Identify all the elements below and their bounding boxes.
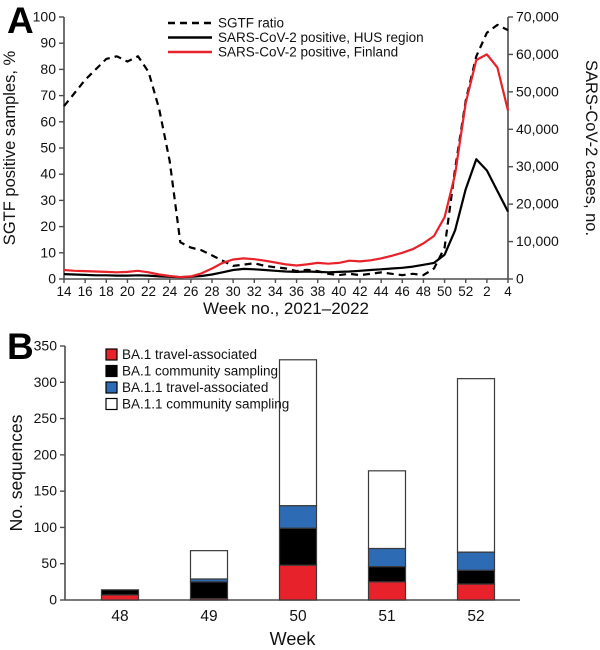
- left-axis-tick-label: 90: [40, 34, 56, 51]
- left-axis-tick-label: 50: [40, 139, 56, 156]
- y-axis-tick-label: 250: [33, 410, 57, 427]
- panel-b-letter: B: [7, 326, 34, 367]
- x-axis-tick-label: 30: [225, 284, 241, 299]
- x-axis-tick-label: 22: [141, 284, 157, 299]
- bar-week50-segment-0: [280, 565, 317, 600]
- bar-week52-segment-2: [458, 552, 495, 570]
- x-axis-tick-label: 51: [378, 608, 396, 625]
- left-axis-tick-label: 30: [40, 191, 56, 208]
- bar-week48-segment-1: [102, 590, 139, 595]
- x-axis-tick-label: 28: [204, 284, 220, 299]
- x-axis-tick-label: 52: [467, 608, 485, 625]
- right-axis-title: SARS-CoV-2 cases, no.: [582, 59, 600, 237]
- x-axis-tick-label: 46: [394, 284, 410, 299]
- bar-week48-segment-0: [102, 595, 139, 600]
- left-axis-tick-label: 70: [40, 87, 56, 104]
- legend-label-0: BA.1 travel-associated: [122, 347, 258, 362]
- x-axis-tick-label: 50: [437, 284, 453, 299]
- legend-label-1: BA.1 community sampling: [122, 363, 279, 379]
- bar-week52-segment-1: [458, 570, 495, 584]
- left-axis-tick-label: 80: [40, 60, 56, 77]
- x-axis-tick-label: 40: [331, 284, 347, 299]
- y-axis-tick-label: 50: [41, 555, 57, 572]
- right-axis-tick-label: 70,000: [516, 8, 559, 25]
- bar-week51-segment-3: [369, 471, 406, 549]
- x-axis-tick-label: 44: [373, 284, 389, 299]
- x-axis-tick-label: 4: [504, 284, 512, 299]
- y-axis-title: No. sequences: [6, 414, 26, 532]
- legend-label-1: SARS-CoV-2 positive, HUS region: [218, 30, 424, 45]
- x-axis-tick-label: 42: [352, 284, 368, 299]
- series-line-1: [64, 159, 508, 277]
- left-axis-title: SGTF positive samples, %: [1, 50, 19, 246]
- left-axis-tick-label: 20: [40, 218, 56, 235]
- bar-week49-segment-1: [191, 582, 228, 599]
- bar-week51-segment-0: [369, 582, 406, 600]
- x-axis-tick-label: 20: [119, 284, 135, 299]
- x-axis-tick-label: 48: [415, 284, 431, 299]
- sequences-stacked-bar-chart: [0, 325, 600, 650]
- right-axis-tick-label: 10,000: [516, 233, 559, 250]
- legend-swatch-3: [106, 399, 117, 410]
- bar-week52-segment-0: [458, 584, 495, 600]
- bar-week49-segment-3: [191, 551, 228, 579]
- bar-week50-segment-2: [280, 506, 317, 528]
- y-axis-tick-label: 150: [33, 482, 57, 499]
- x-axis-title: Week: [269, 629, 316, 649]
- legend-label-0: SGTF ratio: [218, 15, 285, 31]
- x-axis-tick-label: 36: [289, 284, 305, 299]
- legend-label-3: BA.1.1 community sampling: [122, 396, 290, 412]
- x-axis-tick-label: 24: [162, 284, 178, 299]
- right-axis-tick-label: 30,000: [516, 158, 559, 175]
- x-axis-tick-label: 26: [183, 284, 199, 299]
- x-axis-tick-label: 2: [483, 284, 491, 299]
- x-axis-tick-label: 38: [310, 284, 326, 299]
- legend-label-2: BA.1.1 travel-associated: [122, 380, 269, 395]
- panel-a-letter: A: [7, 0, 34, 41]
- right-axis-tick-label: 20,000: [516, 195, 559, 212]
- y-axis-tick-label: 350: [33, 337, 57, 354]
- right-axis-tick-label: 50,000: [516, 83, 559, 100]
- x-axis-tick-label: 52: [458, 284, 474, 299]
- legend-swatch-0: [106, 349, 117, 360]
- x-axis-tick-label: 16: [77, 284, 93, 299]
- y-axis-tick-label: 200: [33, 446, 57, 463]
- x-axis-tick-label: 49: [200, 608, 218, 625]
- right-axis-tick-label: 0: [516, 270, 524, 287]
- x-axis-tick-label: 34: [267, 284, 283, 299]
- series-line-2: [64, 54, 508, 277]
- x-axis-title: Week no., 2021–2022: [202, 299, 370, 318]
- bar-week51-segment-1: [369, 567, 406, 582]
- left-axis-tick-label: 40: [40, 165, 56, 182]
- bar-week51-segment-2: [369, 548, 406, 566]
- x-axis-tick-label: 32: [246, 284, 262, 299]
- bar-week52-segment-3: [458, 379, 495, 552]
- bar-week50-segment-3: [280, 360, 317, 506]
- y-axis-tick-label: 0: [49, 591, 57, 608]
- left-axis-tick-label: 0: [48, 270, 56, 287]
- legend-swatch-2: [106, 382, 117, 393]
- y-axis-tick-label: 300: [33, 373, 57, 390]
- x-axis-tick-label: 48: [111, 608, 129, 625]
- left-axis-tick-label: 60: [40, 113, 56, 130]
- bar-week50-segment-1: [280, 528, 317, 565]
- left-axis-tick-label: 10: [40, 244, 56, 261]
- legend-swatch-1: [106, 366, 117, 377]
- x-axis-tick-label: 50: [289, 608, 307, 625]
- series-line-0: [64, 25, 508, 275]
- left-axis-tick-label: 100: [32, 8, 56, 25]
- right-axis-tick-label: 40,000: [516, 120, 559, 137]
- legend-label-2: SARS-CoV-2 positive, Finland: [218, 44, 399, 60]
- x-axis-tick-label: 14: [56, 284, 72, 299]
- y-axis-tick-label: 100: [33, 518, 57, 535]
- right-axis-tick-label: 60,000: [516, 45, 559, 62]
- x-axis-tick-label: 18: [98, 284, 114, 299]
